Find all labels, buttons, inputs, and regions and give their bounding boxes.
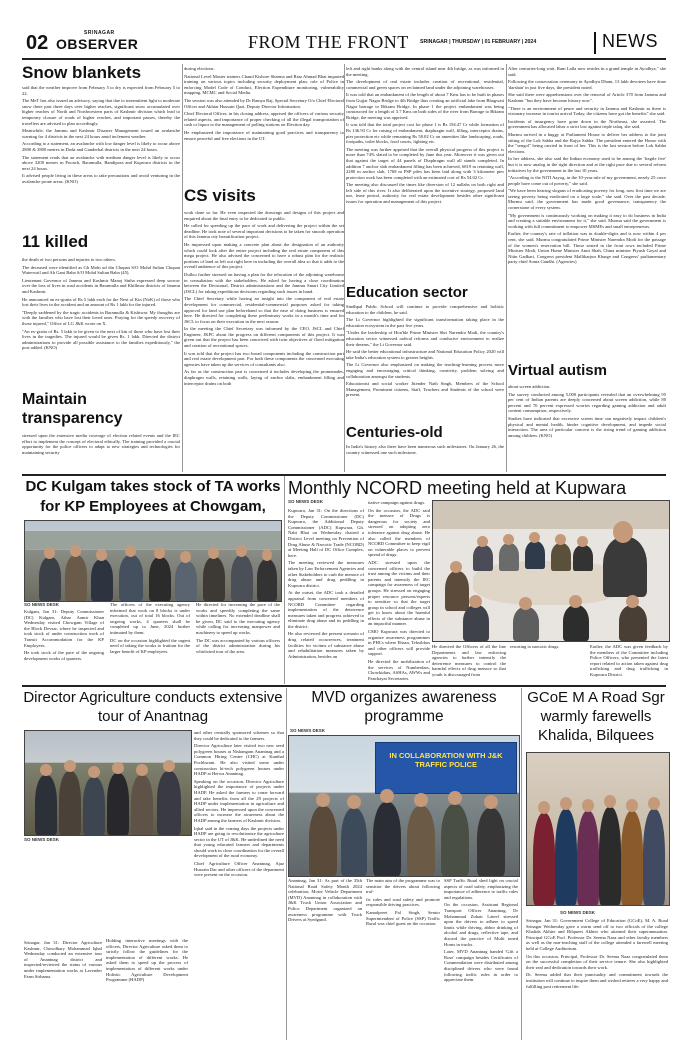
page-number: 02: [26, 32, 49, 54]
byline-ncord: SO NEWS DESK: [288, 499, 324, 504]
story-agriculture-col2: Holding interactive meetings with the officers, Director Agriculture asked them to strictly follow the guidelines for the implementation of different works. He asked them to speed up the process of implementation of different works under Holistic Agriculture Development Programme (HADP): [106, 938, 188, 983]
photo-mvd: [288, 735, 520, 877]
story-centuries: In India's history also there have been numerous such milestones. On January 26, the country witnessed one such milestone.: [346, 444, 504, 455]
masthead-rule: [22, 58, 666, 60]
headline-gcoe: GCoE M A Road Sgr warmly farewells Khalida, Bilquees: [527, 689, 665, 744]
headline-education: Education sector: [346, 284, 468, 301]
story-mvd-col1: Anantnag, Jan 31: As part of the 35th National Road Safety Month 2024 celebration, Motor Vehicle Department (MVD) Anantnag in collaboration with J&K Truck Union Association and Police Department organized an awareness programme with Truck Drivers at Syedgund.: [288, 878, 362, 923]
paper-small-name: SRINAGAR: [84, 30, 115, 36]
byline-gcoe: SO NEWS DESK: [560, 910, 596, 915]
headline-agriculture: Director Agriculture conducts extensive tour of Anantnag: [23, 689, 283, 725]
story-gcoe: Srinagar, Jan 31: Government College of Education (GCoE), M. A. Road Srinagar Wednesday gave a warm send off to two officials of the college Khalida Akhter and Bilquees Akhter who attained their superannuation. Principal GCoE Prof. Professor Dr. Seema Naaz and other faculty members as well as the non-teaching staff of the college attended a farewell meeting held at College Auditorium. On this occasion, Principal, Professor Dr. Seema Naaz congratulated them on the successful completion of their service tenure. She also highlighted their zeal and dedication towards their work. Dr. Seema added that their punctuality and commitment towards the institution will continue to inspire them and wished retirees a very happy and fulfilling post retirement life.: [526, 918, 668, 989]
story-mvd-col3: SSP Traffic Rural shed light on crucial aspects of road safety, emphasizing the importance of adherence to traffic rules and regulations. On the occasion, Assistant Regional Transport Officer Anantnag, Dr Mohammad Zubair Lateef stressed upon the drivers to adhere to speed limits while driving, abhor drinking of alcohol and drugs, reflective tape, and discard the practice of Multi toned Horns in trucks. Later, MVD Anantnag handed 'Gift a Rose' campaign besides Certificates of Commendation were distributed among disciplined drivers who were found following traffic rules in order to appreciate them.: [444, 878, 518, 983]
column-divider: [506, 64, 507, 472]
section-rule: [521, 688, 522, 1040]
section-rule: [22, 685, 666, 687]
section-rule: [22, 474, 666, 476]
story-ncord-col4: resorting to narcotic drugs.: [510, 644, 560, 649]
section-title: FROM THE FRONT: [248, 32, 409, 52]
story-education: Sindhpal Public School will continue to provide comprehensive and holistic education to the children, he said. The Lt Governor highlighted the significant transformation taking place in the education ecosystem in the past five years. "Under the leadership of Hon'ble Prime Minister Shri Narendra Modi, the country's education sector witnessed radical reforms and conducive environment to realize their dreams," the Lt Governor said. He said the better educational infrastructure and National Education Policy 2020 will take India's education system to greater heights. The Lt Governor also emphasized on making the teaching-learning process more engaging and encouraging critical thinking, creativity, problem solving and collaboration amongst the students. Educationist and social worker Jitender Nath Singh, Members of the School Management, Prominent citizens, Staff, Teachers and Students of the school were present.: [346, 304, 504, 398]
headline-ncord: Monthly NCORD meeting held at Kupwara: [288, 478, 627, 498]
story-kulgam-col1: Kulgam, Jan 31: Deputy Commissioner (DC) Kulgam, Athar Aamir Khan Wednesday visited Chowgam Village of the Block Devsar, where he inspected and took stock of under construction work of Transit Accommodation for the KP Employees. He took stock of the pace of the ongoing development works of quarters.: [24, 609, 104, 661]
banner-text: IN COLLABORATION WITH J&K TRAFFIC POLICE: [389, 751, 503, 769]
column-divider: [344, 64, 345, 472]
headline-mvd: MVD organizes awareness programme: [311, 689, 497, 725]
masthead-divider: [594, 32, 596, 54]
story-ncord-col1: Kupwara, Jan 31: On the directions of the Deputy Commissioner (DC) Kupwara, the Additional Deputy Commissioner (ADC) Kupwara, Gh. Nabi Bhat on Wednesday chaired a District Level meeting on Prevention of Drug Abuse & Narcotic Trade (NCORD) at Meeting Hall of DC Office Complex, here. The meeting reviewed the measures taken by Law Enforcement Agencies and other Stakeholders to curb the menace of drug abuse and drug peddling in Kupwara district. At the outset, the ADC took a detailed appraisal from concerned members of NCORD Committee regarding implementation of the deterrence measures taken and progress achieved to eliminate drug abuse and its peddling in the district. He also reviewed the present scenario of drug related occurrences, treatment facilities for victims of substance abuse and rehabilitation measures taken by Administration, besides an: [288, 508, 364, 659]
news-label: NEWS: [602, 31, 658, 51]
story-ncord-col3: He directed the Officers of all the line Departments and law enforcing agencies to further intensify the deterrence measures to control the harmful effects of drug menace so that youth is discouraged from: [432, 644, 506, 677]
story-agriculture-col1: Srinagar, Jan 31: Director Agriculture Kashmir, Chowdhary Mohammad Iqbal Wednesday conducted an extensive tour of Anantnag district and inspected/reviewed the status of various under implementation works at Lavender Farm Sirhama.: [24, 940, 102, 979]
byline-agriculture: SO NEWS DESK: [24, 837, 60, 842]
photo-gcoe: [526, 752, 670, 906]
headline-snow: Snow blankets: [22, 63, 142, 82]
headline-cs-visits: CS visits: [184, 186, 256, 205]
photo-kulgam: [24, 520, 282, 602]
section-rule: [284, 476, 285, 684]
story-killed: the death of two persons and injuries to two others. The deceased were identified as Gh Mohi ud din Chopan S/O Mohd Sultan Chopan Waterwail and Ab Gani Baba S/O Mohd Sultan Baba (45). Lieutenant Governor of Jammu and Kashmir Manoj Sinha expressed deep sorrow over the loss of lives in road accidents in Baramulla and Khillmor districts of Jammu and Kashmir. He announced an ex-gratia of Rs 5 lakh each for the Next of Kin (NoK) of those who lost their lives in the accident and an amount of Rs 1 lakh for the injured. "Deeply saddened by the tragic accidents in Baramulla & Kishtwar. My thoughts are with the families who have lost their loved ones. Praying for the speedy recovery of those injured," Office of LG J&K wrote on X. "An ex-gratia of Rs. 5 lakh to be given to the next of kin of those who have lost their lives in the tragedies. The injured would be given Rs. 1 lakh. Directed the district administrations to provide all possible assistance to the families expeditiously," the post added. (KNO): [22, 257, 180, 351]
story-agriculture-col3: and other centrally sponsored schemes so that they could be dedicated to the farmers. Director Agriculture later visited two new seed polygreen houses at Nishangam Anantnag and a Common Hiring Centre (CHC) at Kunihal Pochhwani. He also visited some under construction hi-tech polygreen houses under HADP at Herwa Anantnag. Speaking on the occasion, Director Agriculture highlighted the importance of projects under HADP. He asked the farmers to come forward and take benefits from all the 29 projects of HADP under implementation in agriculture and allied sectors. He impressed upon the concerned officers to increase the awareness about the HADP among the farmers of Kashmir division. Iqbal said in the coming days the projects under HADP are going to revolutionize the agriculture sector in the UT of J&K. He underlined the need that young educated farmers and departments should work in close coordination for the overall development of the rural economy. Chief Agriculture Officer Anantnag, Ajaz Hussain Dar and other officers of the department were present on the occasion.: [194, 730, 284, 878]
story-kulgam-col2: The officers of the executing agency informed that work on 8 blocks is under execution, out of total 16 blocks. Out of ongoing works, 4 quarters shall be completed up to June, 2024 further intimated by them. DC on the occasion highlighted the urgent need of taking the works to fruition for the larger benefit of KP employees.: [110, 602, 190, 654]
story-cs-visits: work done so far. He even inspected the drawings and designs of this project and enquired about the final entry to be dedicated to public. He called for speeding up the pace of work and delivering the project within the set deadline. He took note of several important decisions to be taken for smooth operation of this Jammu city beautification project. He impressed upon making a concrete plan about the designation of an authority which could look after the entire project including the real estate component of this mega project. He also advised the concerned to have a robust plan for the realistic portions of land as left out right here in including the overall idea so that it adds to the overall ambience of this project. Dulloo further stressed on having a plan for the relocation of the adjoining warehouse in consultation with the stakeholders. He asked for having a close coordination between the Divisional, District administrations and the Jammu Smart City Limited (JSCL) for taking expeditious decisions regarding such issues in hand. The Chief Secretary while having an insight into the component of real estate development for commercial, residential-commercial purposes asked for taking approval for land use plan beforehand so that the ease of doing business is ensured here. He directed for completing these preliminary works in a month's time and for JSCL to focus on their execution in the next season. In the meeting the Chief Secretary was informed by the CEO, JSCL and Chief Engineer, JKPC about the progress on different components of this project. It was given out that the project has been conceived with twin objectives of flood mitigation and creation of recreational spaces. It was told that the project has two broad components including the construction part and real estate development part. For both these components the concerned executing agencies have taken up the services of consultants also. As far as the construction part is concerned it includes developing the promenades, diaphragm walls, retaining walls, laying of anchor slabs, embankment filling and interceptor drains on both: [184, 210, 344, 386]
story-col4: After centuries-long wait, Ram Lalla now resides in a grand temple in Ayodhya," she said. Following the consecration ceremony in Ayodhya Dham, 13 lakh devotees have done 'darshan' in just five days, the president noted. She said there were apprehensions over the removal of Article 370 from Jammu and Kashmir "but they have become history now". "There is an environment of peace and security in Jammu and Kashmir as there is visionary increase in tourist arrival Today, the citizens have got the benefits" she said. Incidents of insurgency have gone down in the Northeast, she asserted. The government has allocated labor a strict low against triple talaq, she said. Murmu arrived in a buggy at Parliament House to deliver her address to the joint sitting of the Lok Sabha and the Rajya Sabha. The president entered the House with the "sengol" being carried in front of her. This is the last session before Lok Sabha elections. In her address, she also said the Indian economy used to be among the 'fragile five' but it is now analog in the right direction and at the right pace due to several reform initiatives by the government in the last 10 years. "According to the NITI Aayog, in the 10-year rule of my government, nearly 25 crore people have come out of poverty," she said. "We have been hearing slogans of eradicating poverty for long, now first time we are seeing poverty being eradicated on a large scale," she said. Over the past decade, Murmu said, the government has made good governance, transparency the cornerstone of every system. "My government is continuously working on making it easy to do business in India and creating a suitable environment for it," she said. Murmu said the government is working with full commitment to empower MSMEs and small entrepreneurs. Earlier, the country's rate of inflation was in double-digits and is now within 4 per cent, she said. Murmu congratulated Prime Minister Narendra Modi for the passage of the women's reservation bill. Those seated in the front rows included Prime Minister Modi, Union Home Minister Amit Shah, China minister Piyush Goyal and Nitin Gadkari, Congress president Mallikarjun Kharge and Congress' parliamentary party chief Sonia Gandhi. (Agencies): [508, 66, 666, 265]
photo-ncord: [432, 500, 670, 642]
headline-kulgam: DC Kulgam takes stock of TA works for KP Employees at Chowgam,: [25, 478, 281, 515]
story-mvd-col2: The main aim of the programme was to sensitise the drivers about following traf- fic rules and road safety and promote responsible driving practices. Kamalpreet Pal Singh, Senior Superintendent of Police (SSP) Traffic Rural was chief guest on the occasion.: [366, 878, 440, 927]
story-snow: said that the weather improve from February 5 to dry is expected from February 5 to 22. The MeT has also issued an advisory, saying that due to intermittent light to moderate snow there past three days over higher reaches, significant snow accumulated over higher reaches of North and Northwestern parts of Kashmir division which lead to temporary closure of roads of higher reaches, and important passes, thereby the travellers are advised to plan accordingly. Meanwhile, the Jammu and Kashmir Disaster Management issued an avalanche warning for 4 districts in the next 24 hours amid inclement weather. According to a statement, an avalanche with low danger level is likely to occur above 2800 & 3800 metres in Doda and Ganderbal districts in the next 24 hours. The statement reads that an avalanche with medium danger level is likely to occur above 3200 metres in Poonch, Baramulla, Bandipora and Kupwara districts in the next 24 hours. It advised people living in these areas to take precautions and avoid venturing in the avalanche prone areas. (KNO): [22, 85, 180, 184]
story-kulgam-col3: He directed for increasing the pace of the works and speedily completing the same within timelines. No extended deadline shall be given, DC said to the executing agency while calling for increasing manpower and machinery to speed up works. The DC was accompanied by various officers of the district administration during his whirlwind tour of the area.: [196, 602, 280, 654]
headline-centuries: Centuries-old: [346, 424, 443, 441]
story-ncord-col2: tiative campaign against drugs. On the occasion, the ADC said the menace of Drugs is dangerous for society and stressed on adopting zero tolerance against drug abuse. He also called the members of NCORD Committee to keep vigil on vulnerable places to prevent spread of drugs. ADC stressed upon the concerned officers to build the trust among the victims and their parents and intensify the IEC campaign for awareness of target groups. He stressed on engaging proper resource persons/experts to sensitize so that the target group in school and colleges will get to know about the harmful effects of the substance abuse in an impactful manner. CMO Kupwara was directed to organize awareness programmes in PHCs where Ehsan, Tehsildars and other officers will provide support. He directed the mobilization of the services of Numberdars, Chowkidars, ASHAs, AWWs and Panchayat Secretaries.: [368, 500, 430, 681]
story-col3: left and right banks along with the central island near 4th bridge, as was informed in the meeting. The development of real estate includes creation of recreational, residential, commercial and green spaces on reclaimed land under the adjoining warehouses. It was told that an embankment of the length of about 7 Kms has to be built in phases from Gujjar Nagar Bridge to 4th Bridge thus creating an artificial lake from Bhagwati Nagar barrage to Bikram Bridge. In phase 1 the project embankment was being constructed for a length of 3.7 Kms on both sides of the river from Barrage to Bikram Bridge, the meeting was apprised. It was told that the total project cost for phase 1 is Rs 194.47 Cr while formation of Rs 136.93 Cr for raising of embankment, diaphragm wall, filling, interceptor drains, pier protection etc while remaining Rs 58.02 Cr on amenities like landscaping, roads, footpaths, toilet blocks, food courts, lighting etc. The meeting was further apprised that the overall physical progress of this project is more than 74% slated to be completed by June this year. Moreover it was given out that against the target of 44 panels of Diaphragm wall all stands completed. In addition 7 anchor slab embankment filling has been achieved, 6819 m retaining wall, 2280 m anchor slab, 1768 m PSP piles has been laid along with 3 kilometer pier protection work has been completed with an estimated cost of Rs 54.02 Cr. The meeting also discussed the times like diversion of 12 nallahs on both right and left side of this river. It also deliberated upon the incentive strategy, proposed land use, lease period, authority for real estate development besides other significant issues for operation and management of this project.: [346, 66, 504, 205]
paper-logo: OBSERVER: [56, 36, 139, 52]
story-virtual-autism: about screen addiction. The survey conducted among 5,000 participants revealed that an overwhelming 95 per cent of Indian parents are deeply concerned about screen addiction, while 80 percent and 70 percent expressed worries regarding gaming addiction and adult content consumption, respectively. Studies have indicated that excessive screen time can negatively impact children's physical and mental health, hinder cognitive development, and impede social interaction. The area of particular concern is the rising trend of gaming addiction among children. (KNO): [508, 384, 666, 438]
story-ncord-col5: Earlier, the ADC was given feedback by the members of the Committee including Police Officers, who presented the latest report related to action taken against drug trafficking and drug trafficking in Kupwara District.: [590, 644, 668, 677]
headline-virtual-autism: Virtual autism: [508, 362, 607, 379]
byline-kulgam: SO NEWS DESK: [24, 602, 60, 607]
story-maintain: stressed upon the extensive media coverage of election related events and the IEC effort to implement the concept of electoral ethically. The training provided a crucial opportunity for the police officers to adapt to new strategies and technologies for maintaining security: [22, 433, 180, 455]
byline-mvd: SO NEWS DESK: [290, 728, 326, 733]
column-divider: [182, 64, 183, 472]
banner: [375, 742, 517, 794]
masthead: [22, 30, 666, 60]
photo-agriculture: [24, 730, 192, 836]
headline-killed: 11 killed: [22, 232, 89, 251]
dateline: SRINAGAR | THURSDAY | 01 FEBRUARY | 2024: [420, 39, 537, 45]
headline-maintain: Maintain transparency: [22, 391, 123, 427]
story-col2: during elections. National Level Master trainers Chand Kishore Sharma and Riaz Ahmad Bhat imparted training on various topics including security deployment plan, role of Police in enforcing Model Code of Conduct, Election Expenditure monitoring, vulnerability mapping, MCMC and Social Media. The session was also attended by Dr Ramya Raj, Special Secretary O/o Chief Electoral Officer and Akhtar Hussain Qazi, Deputy Director Information. Chief Electoral Officer, in his closing address, apprised the officers of various security related aspects, and importance of proper checking of all the illegal transportation of cash or liquor to the management of polling stations on Election day. He emphasized the importance of maintaining good practices and transparency to ensure peaceful and free elections in the UT.: [184, 66, 344, 141]
section-rule: [286, 688, 287, 1040]
